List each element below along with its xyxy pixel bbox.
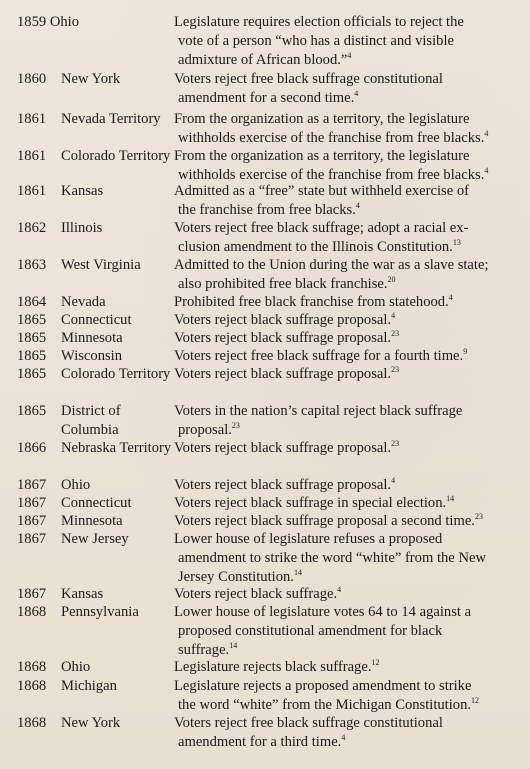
footnote-ref: 4	[391, 476, 396, 485]
year-cell: 1860	[17, 71, 47, 87]
place-cell: Colorado Territory	[61, 366, 171, 382]
place-cell: Minnesota	[61, 513, 123, 529]
event-cell: Prohibited free black franchise from statehood.$^4$	[174, 293, 453, 310]
event-cell: From the organization as a territory, the legislature withholds exercise of the franchise from free blacks.$^4$	[174, 148, 489, 183]
year-cell: 1865	[17, 366, 47, 382]
place-cell: Connecticut	[61, 495, 132, 511]
footnote-ref: 12	[471, 696, 480, 705]
event-cell: Lower house of legislature refuses a proposed amendment to strike the word “white” from the New Jersey Constitution.$^{14}$	[174, 531, 486, 585]
event-cell: Voters reject black suffrage proposal.$^{23}$	[174, 439, 400, 456]
place-cell: Illinois	[61, 220, 103, 236]
year-cell: 1867	[17, 586, 47, 602]
year-cell: 1861	[17, 183, 47, 199]
year-cell: 1868	[17, 715, 47, 731]
event-cell: Voters reject free black suffrage; adopt a racial ex- clusion amendment to the Illinois Constitution.$^{13}$	[174, 220, 469, 255]
footnote-ref: 4	[354, 89, 359, 98]
place-cell: Connecticut	[61, 312, 132, 328]
footnote-ref: 4	[341, 733, 346, 742]
event-cell: Voters reject free black suffrage for a fourth time.$^9$	[174, 347, 468, 364]
place-cell: New Jersey	[61, 531, 129, 547]
year-cell: 1868	[17, 604, 47, 620]
year-cell: 1867	[17, 495, 47, 511]
footnote-ref: 4	[448, 293, 453, 302]
event-cell: Voters reject free black suffrage constitutional amendment for a second time.$^4$	[174, 71, 443, 106]
event-cell: Legislature requires election officials to reject the vote of a person “who has a distinct and visible admixture of African blood.”$^4$	[174, 14, 464, 68]
place-cell: Minnesota	[61, 330, 123, 346]
year-cell: 1862	[17, 220, 47, 236]
event-cell: From the organization as a territory, the legislature withholds exercise of the franchise from free blacks.$^4$	[174, 111, 489, 146]
event-cell: Voters reject black suffrage proposal.$^4$	[174, 311, 396, 328]
event-cell: Admitted as a “free” state but withheld exercise of the franchise from free blacks.$^4$	[174, 183, 469, 218]
event-cell: Voters reject black suffrage proposal.$^{23}$	[174, 365, 400, 382]
year-cell: 1867	[17, 513, 47, 529]
footnote-ref: 14	[229, 641, 238, 650]
footnote-ref: 13	[452, 238, 461, 247]
footnote-ref: 23	[231, 421, 240, 430]
place-cell: Ohio	[61, 659, 91, 675]
year-cell: 1861	[17, 111, 47, 127]
year-cell: 1865	[17, 403, 47, 419]
footnote-ref: 23	[391, 439, 400, 448]
event-cell: Legislature rejects a proposed amendment to strike the word “white” from the Michigan Constitution.$^{12}$	[174, 678, 480, 713]
year-cell: 1867	[17, 477, 47, 493]
year-cell: 1859 Ohio	[17, 14, 80, 30]
event-cell: Voters reject black suffrage in special election.$^{14}$	[174, 494, 455, 511]
year-cell: 1865	[17, 348, 47, 364]
footnote-ref: 14	[293, 568, 302, 577]
place-cell: Colorado Territory	[61, 148, 171, 164]
event-cell: Voters reject free black suffrage constitutional amendment for a third time.$^4$	[174, 715, 443, 750]
event-cell: Voters reject black suffrage proposal.$^{23}$	[174, 329, 400, 346]
footnote-ref: 14	[446, 494, 455, 503]
year-cell: 1868	[17, 678, 47, 694]
year-cell: 1868	[17, 659, 47, 675]
year-cell: 1866	[17, 440, 47, 456]
place-cell: Pennsylvania	[61, 604, 139, 620]
footnote-ref: 4	[391, 311, 396, 320]
place-cell: Nevada Territory	[61, 111, 161, 127]
place-cell: Kansas	[61, 183, 104, 199]
year-cell: 1864	[17, 294, 47, 310]
year-cell: 1861	[17, 148, 47, 164]
footnote-ref: 23	[391, 329, 400, 338]
place-cell: Ohio	[61, 477, 91, 493]
year-cell: 1863	[17, 257, 47, 273]
event-cell: Voters reject black suffrage proposal.$^4$	[174, 476, 396, 493]
event-cell: Voters reject black suffrage.$^4$	[174, 585, 342, 602]
event-cell: Voters in the nation’s capital reject black suffrage proposal.$^{23}$	[174, 403, 463, 438]
footnote-ref: 20	[387, 275, 396, 284]
footnote-ref: 12	[371, 658, 380, 667]
year-cell: 1867	[17, 531, 47, 547]
place-cell: New York	[61, 715, 121, 731]
footnote-ref: 4	[355, 201, 360, 210]
year-cell: 1865	[17, 312, 47, 328]
footnote-ref: 4	[337, 585, 342, 594]
event-cell: Voters reject black suffrage proposal a second time.$^{23}$	[174, 512, 483, 529]
footnote-ref: 23	[474, 512, 483, 521]
place-cell: Nebraska Territory	[61, 440, 172, 456]
event-cell: Lower house of legislature votes 64 to 14 against a proposed constitutional amendment for black suffrage.$^{14}$	[174, 604, 472, 658]
place-cell: Kansas	[61, 586, 104, 602]
event-cell: Admitted to the Union during the war as a slave state; also prohibited free black franchise.$^{20}$	[174, 257, 489, 292]
place-cell: District of Columbia	[61, 403, 121, 438]
event-cell: Legislature rejects black suffrage.$^{12}$	[174, 658, 380, 675]
place-cell: New York	[61, 71, 121, 87]
place-cell: Nevada	[61, 294, 106, 310]
footnote-ref: 4	[484, 129, 489, 138]
place-cell: West Virginia	[61, 257, 141, 273]
place-cell: Wisconsin	[61, 348, 123, 364]
footnote-ref: 23	[391, 365, 400, 374]
year-cell: 1865	[17, 330, 47, 346]
footnote-ref: 4	[347, 51, 352, 60]
footnote-ref: 9	[463, 347, 468, 356]
footnote-ref: 4	[484, 166, 489, 175]
place-cell: Michigan	[61, 678, 117, 694]
